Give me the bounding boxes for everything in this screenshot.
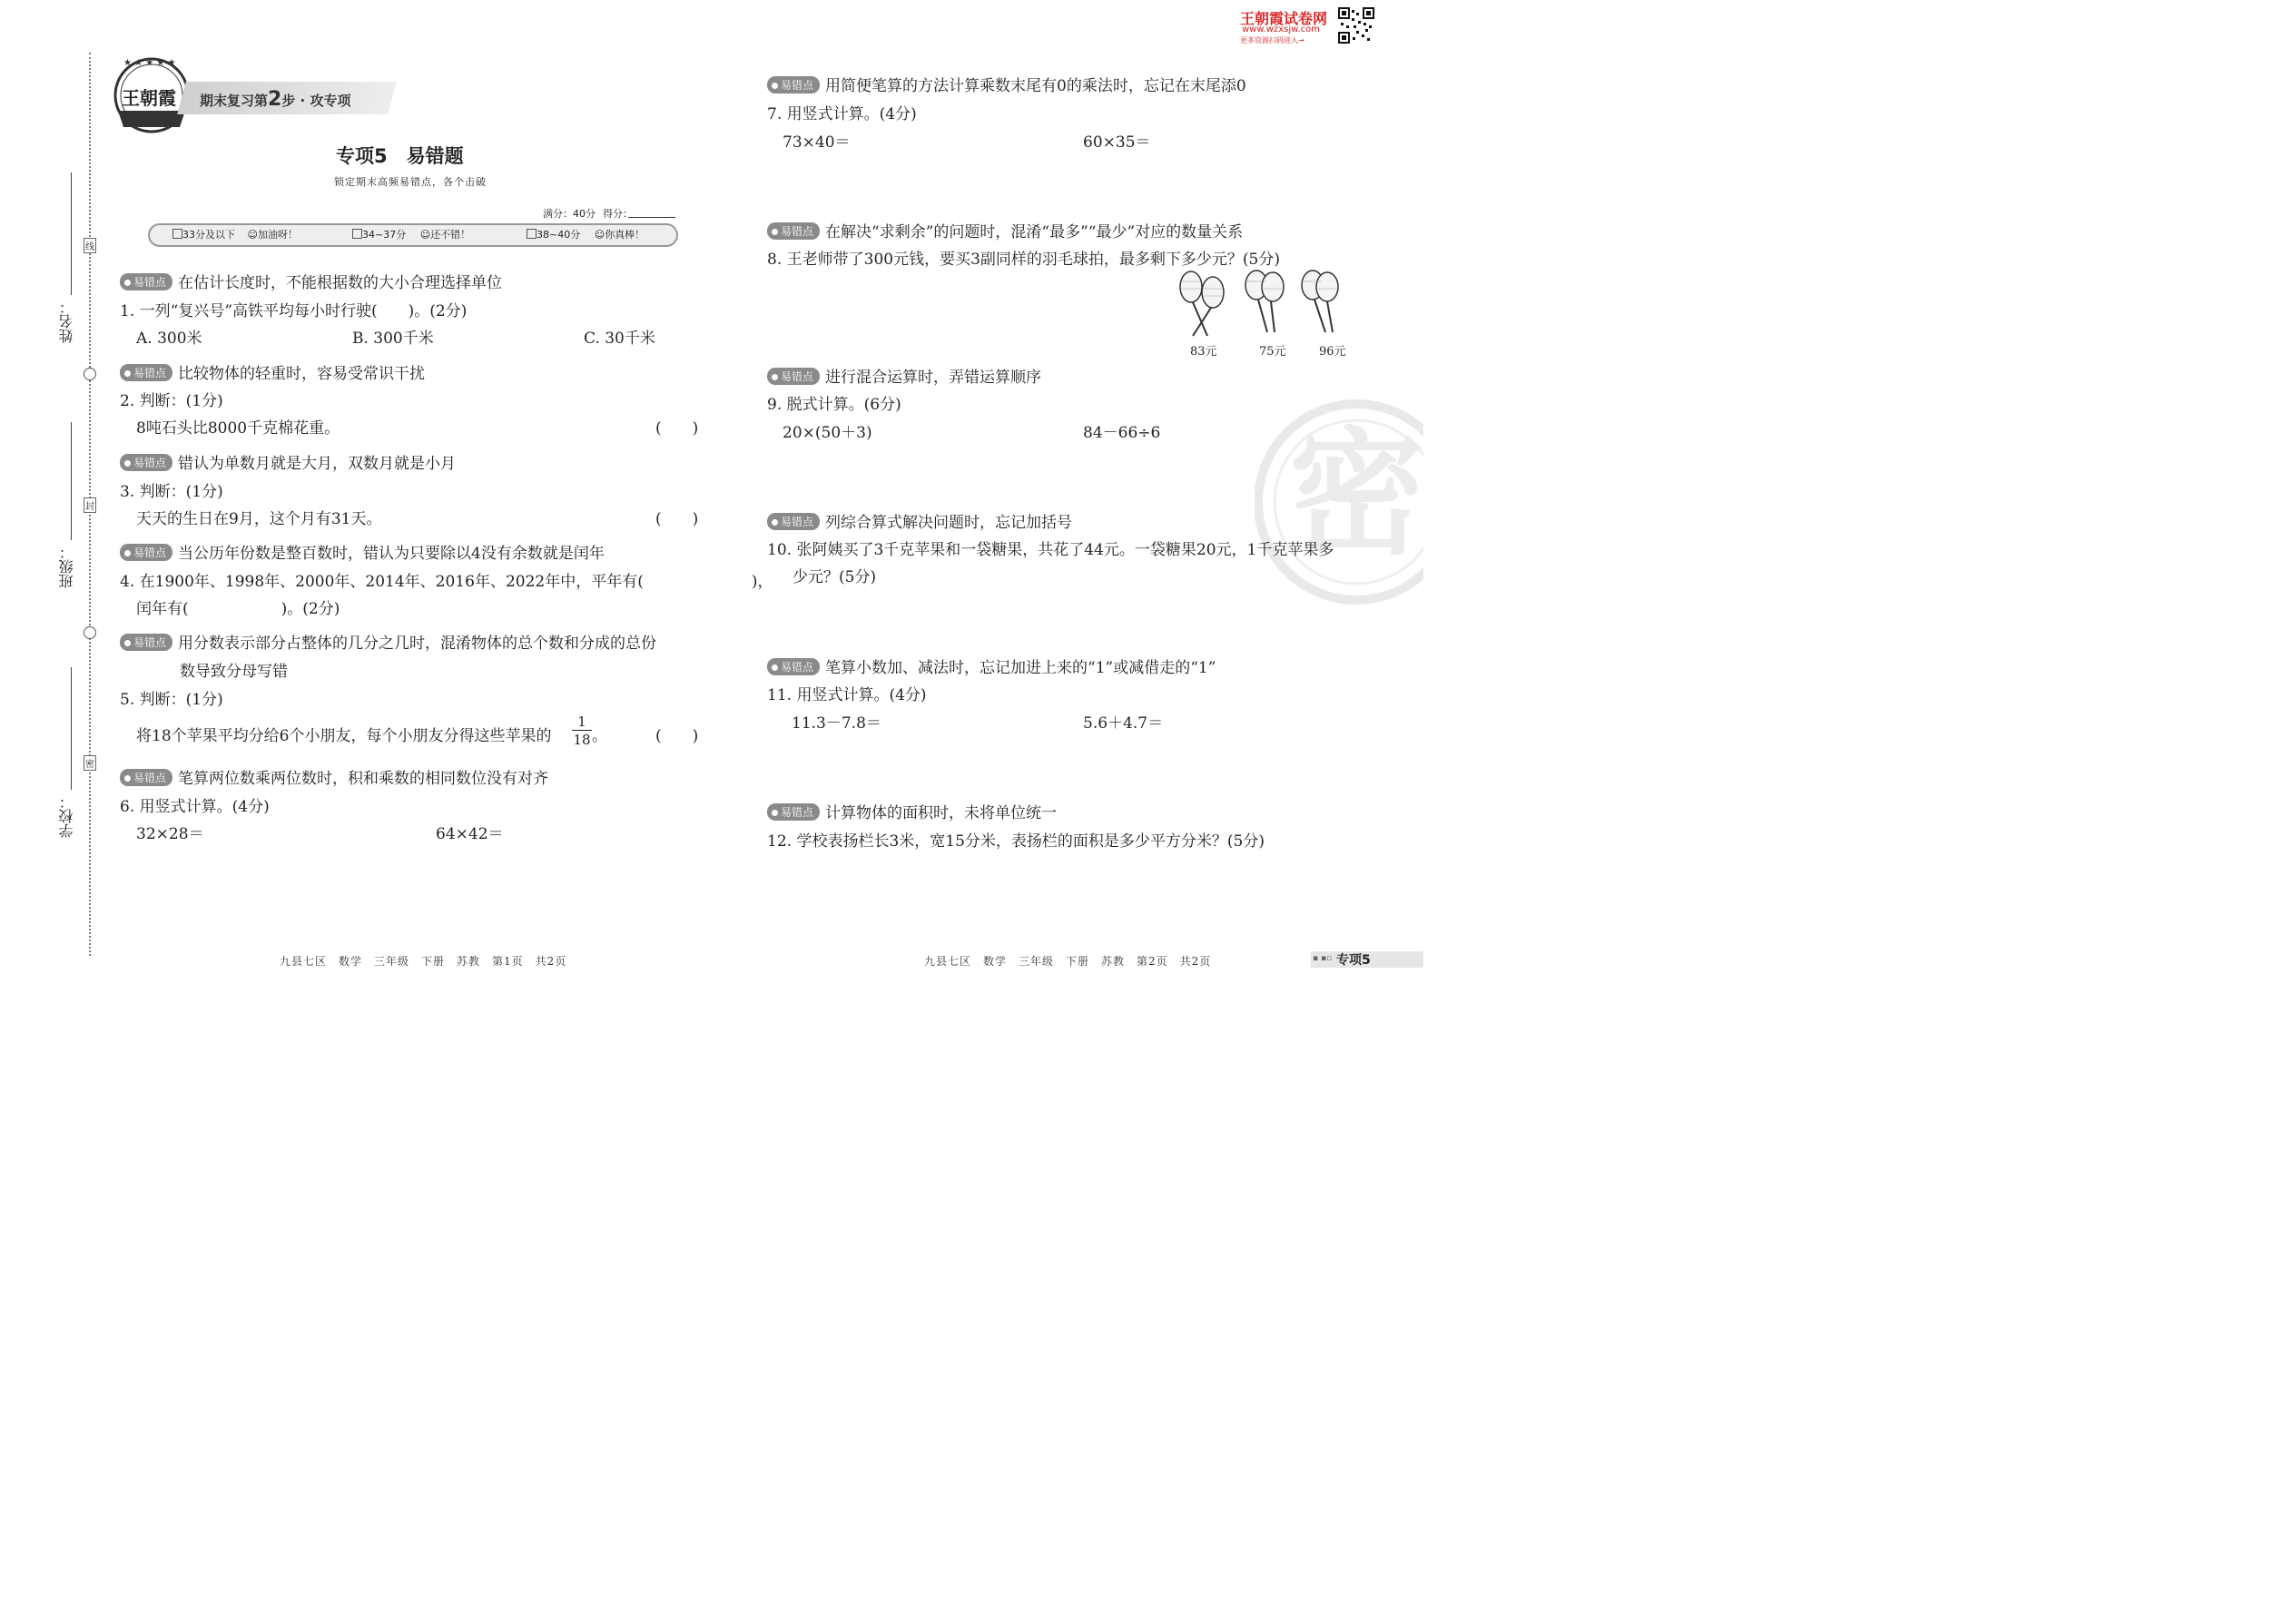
site-name: 王朝霞试卷网 xyxy=(1240,10,1328,27)
name-blank[interactable] xyxy=(71,172,72,295)
question-12: 12. 学校表扬栏长3米，宽15分米，表扬栏的面积是多少平方分米？(5分) xyxy=(767,832,1265,851)
score-blank[interactable] xyxy=(628,217,675,218)
tip-6: 易错点 笔算两位数乘两位数时，积和乘数的相同数位没有对齐 xyxy=(120,765,548,788)
rating-item-2: 34~37分 ☺还不错！ xyxy=(352,227,470,241)
binding-hole xyxy=(84,626,96,639)
question-9: 9. 脱式计算。(6分) xyxy=(767,396,901,414)
svg-text:★ ★ ★ ★ ★: ★ ★ ★ ★ ★ xyxy=(123,58,176,68)
option-a[interactable]: A. 300米 xyxy=(136,330,202,348)
rating-checkbox[interactable] xyxy=(172,229,182,239)
fraction-numerator: 1 xyxy=(572,714,592,731)
question-5: 5. 判断：(1分) xyxy=(120,691,223,709)
rating-item-1: 33分及以下 ☺加油呀！ xyxy=(172,227,298,241)
binding-hole xyxy=(84,368,96,380)
question-10: 10. 张阿姨买了3千克苹果和一袋糖果，共花了44元。一袋糖果20元，1千克苹果多 xyxy=(767,541,1334,559)
tip-9: 易错点 进行混合运算时，弄错运算顺序 xyxy=(767,364,1041,387)
tip-10: 易错点 列综合算式解决问题时，忘记加括号 xyxy=(767,509,1072,532)
fraction-denominator: 18 xyxy=(573,732,591,748)
binding-mark-seal: 封 xyxy=(84,497,96,513)
full-score: 满分：40分 xyxy=(543,208,596,220)
answer-paren-5[interactable]: ( ) xyxy=(655,727,699,745)
expression-9b: 84－66÷6 xyxy=(1083,424,1161,442)
question-11: 11. 用竖式计算。(4分) xyxy=(767,686,927,704)
footer-left: 九县七区 数学 三年级 下册 苏教 第1页 共2页 xyxy=(280,955,567,968)
tip-5: 易错点 用分数表示部分占整体的几分之几时，混淆物体的总个数和分成的总份 xyxy=(120,630,656,653)
tip-3: 易错点 错认为单数月就是大月，双数月就是小月 xyxy=(120,450,456,473)
score-label: 得分： xyxy=(603,208,633,220)
answer-paren-2[interactable]: ( ) xyxy=(655,419,699,438)
statement-3: 天天的生日在9月，这个月有31天。 xyxy=(136,510,382,528)
rating-item-3: 38~40分 ☺你真棒！ xyxy=(527,227,645,241)
option-b[interactable]: B. 300千米 xyxy=(352,330,434,348)
logo-text: 王朝霞 xyxy=(122,87,176,109)
tip-12: 易错点 计算物体的面积时，未将单位统一 xyxy=(767,800,1057,822)
fraction-1-18 xyxy=(572,714,592,749)
expression-11a: 11.3－7.8＝ xyxy=(792,714,881,733)
question-4-cont[interactable]: 闰年有( )。(2分) xyxy=(136,600,340,618)
site-url[interactable]: www.wzxsjw.com xyxy=(1242,25,1320,34)
tip-7: 易错点 用简便笔算的方法计算乘数末尾有0的乘法时，忘记在末尾添0 xyxy=(767,73,1246,95)
question-7: 7. 用竖式计算。(4分) xyxy=(767,105,917,123)
school-label: 学校： xyxy=(58,794,75,838)
statement-2: 8吨石头比8000千克棉花重。 xyxy=(136,419,340,438)
school-blank[interactable] xyxy=(71,667,72,790)
watermark-text: 密 xyxy=(1289,416,1426,574)
page-title: 专项5 易错题 xyxy=(336,145,464,167)
binding-mark-secret: 密 xyxy=(84,755,96,771)
tip-4: 易错点 当公历年份数是整百数时，错认为只要除以4没有余数就是闰年 xyxy=(120,540,605,563)
qr-code-icon[interactable] xyxy=(1338,7,1374,44)
answer-paren-3[interactable]: ( ) xyxy=(655,510,699,528)
question-2: 2. 判断：(1分) xyxy=(120,392,223,410)
smile-icon: ☺ xyxy=(247,229,258,241)
question-1: 1. 一列“复兴号”高铁平均每小时行驶( )。(2分) xyxy=(120,302,468,320)
expression-6a: 32×28＝ xyxy=(136,825,204,843)
question-3: 3. 判断：(1分) xyxy=(120,483,223,501)
binding-mark-line: 线 xyxy=(84,238,96,253)
site-hint: 更多资源扫码进入→ xyxy=(1240,36,1305,44)
price-racket-1: 83元 xyxy=(1190,345,1217,359)
price-racket-3: 96元 xyxy=(1319,345,1346,359)
question-4[interactable]: 4. 在1900年、1998年、2000年、2014年、2016年、2022年中，平年有( )， xyxy=(120,573,773,591)
expression-11b: 5.6＋4.7＝ xyxy=(1083,714,1164,733)
statement-5: 将18个苹果平均分给6个小朋友，每个小朋友分得这些苹果的 xyxy=(136,727,552,745)
corner-label: 专项5 xyxy=(1336,953,1371,968)
smile-icon: ☺ xyxy=(594,229,605,241)
question-6: 6. 用竖式计算。(4分) xyxy=(120,798,270,816)
tip-11: 易错点 笔算小数加、减法时，忘记加进上来的“1”或减借走的“1” xyxy=(767,655,1216,677)
question-10-cont: 少元？(5分) xyxy=(793,568,877,586)
price-racket-2: 75元 xyxy=(1259,345,1286,359)
smile-icon: ☺ xyxy=(419,229,431,241)
expression-7a: 73×40＝ xyxy=(783,133,851,152)
class-blank[interactable] xyxy=(71,422,72,540)
option-c[interactable]: C. 30千米 xyxy=(584,330,655,348)
banner-text: 期末复习第2步 · 攻专项 xyxy=(200,88,351,111)
page-subtitle: 锁定期末高频易错点，各个击破 xyxy=(334,176,487,188)
tip-2: 易错点 比较物体的轻重时，容易受常识干扰 xyxy=(120,360,425,383)
question-8: 8. 王老师带了300元钱，要买3副同样的羽毛球拍，最多剩下多少元？(5分) xyxy=(767,251,1280,269)
tip-8: 易错点 在解决“求剩余”的问题时，混淆“最多”“最少”对应的数量关系 xyxy=(767,219,1243,241)
rating-checkbox[interactable] xyxy=(527,229,537,239)
corner-dots-icon: ▪ ▪▫ xyxy=(1313,954,1333,963)
rating-checkbox[interactable] xyxy=(352,229,362,239)
expression-6b: 64×42＝ xyxy=(436,825,504,843)
tip-1: 易错点 在估计长度时，不能根据数的大小合理选择单位 xyxy=(120,270,502,292)
expression-7b: 60×35＝ xyxy=(1083,133,1151,152)
name-label: 姓名： xyxy=(58,300,75,343)
statement-5-end: 。 xyxy=(592,727,607,745)
class-label: 班级： xyxy=(58,545,75,588)
footer-right: 九县七区 数学 三年级 下册 苏教 第2页 共2页 xyxy=(924,955,1212,968)
expression-9a: 20×(50＋3) xyxy=(783,424,872,442)
tip-5-cont: 数导致分母写错 xyxy=(180,663,288,681)
badminton-rackets-image xyxy=(1177,269,1354,343)
